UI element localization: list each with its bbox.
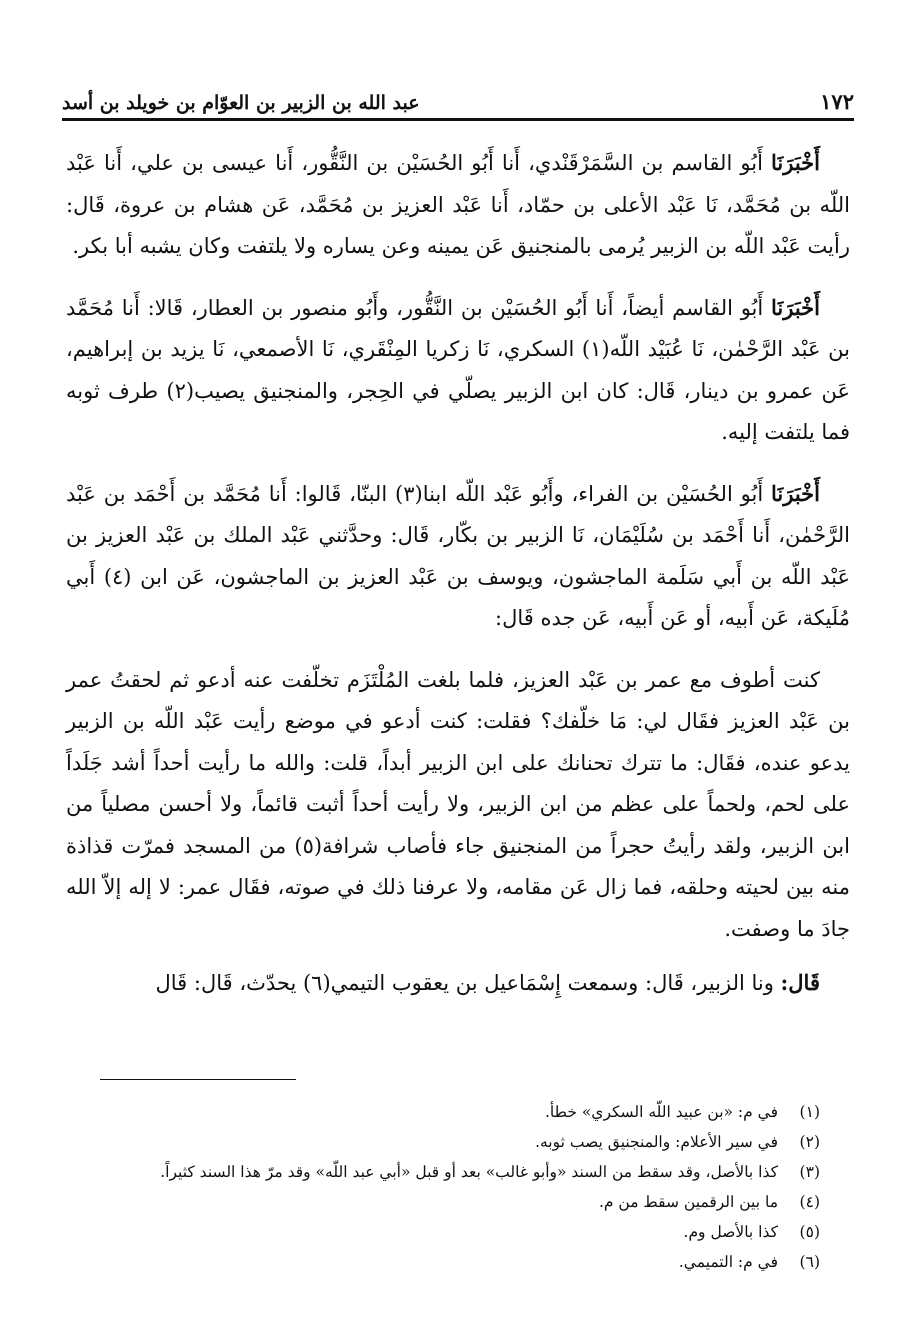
paragraph-lead: أَخْبَرَنَا xyxy=(771,150,820,175)
footnote-text: في م: «بن عبيد اللّه السكري» خطأ. xyxy=(544,1103,778,1121)
footnote-number: (٢) xyxy=(799,1133,820,1151)
paragraph xyxy=(66,473,850,640)
footnote-number: (٣) xyxy=(799,1163,820,1181)
paragraph-lead: أَخْبَرَنَا xyxy=(771,480,820,506)
paragraph-text: أَبُو القاسم بن السَّمَرْقَنْدي، أَنا أَبُو الحُسَيْن بن النَّقُّور، أَنا عيسى بن علي، أَنا عَبْد اللّه بن مُحَمَّد، نَا عَبْد الأعلى بن حمّاد، أَنا عَبْد العزيز بن مُحَمَّد، عَن هشام بن عروة، قَال: رأيت عَبْد اللّه بن الزبير يُرمى بالمنجنيق عَن يمينه وعن يساره ولا يلتفت وكان يشبه أبا بكر. xyxy=(66,151,850,258)
paragraph xyxy=(66,142,850,268)
paragraph-lead: قَال: xyxy=(780,970,820,995)
footnote xyxy=(70,1247,820,1277)
paragraph xyxy=(66,287,850,454)
paragraph-text: أَبُو القاسم أيضاً، أَنا أَبُو الحُسَيْن بن النَّقُّور، وأَبُو منصور بن العطار، قَالا: أَنا مُحَمَّد بن عَبْد الرَّحْمٰن، نَا عُبَيْد اللّه(١) السكري، نَا زكريا المِنْقَري، نَا الأصمعي، نَا يزيد بن إبراهيم، عَن عمرو بن دينار، قَال: كان ابن الزبير يصلّي في الحِجر، والمنجنيق يصيب(٢) طرف ثوبه فما يلتفت إليه. xyxy=(66,295,850,444)
paragraph-lead: أَخْبَرَنَا xyxy=(771,294,820,320)
page-number: ١٧٢ xyxy=(820,89,854,114)
footnote xyxy=(70,1187,820,1217)
footnote-number: (١) xyxy=(799,1103,820,1121)
footnote-separator xyxy=(100,1079,296,1080)
footnote-number: (٦) xyxy=(799,1253,820,1271)
paragraph xyxy=(66,659,850,951)
footnote-text: ما بين الرقمين سقط من م. xyxy=(598,1193,778,1211)
page-header xyxy=(62,80,854,121)
running-title: عبد الله بن الزبير بن العوّام بن خويلد بن أسد xyxy=(62,92,420,114)
footnote xyxy=(70,1157,820,1187)
footnote xyxy=(70,1097,820,1127)
footnote-text: في سير الأعلام: والمنجنيق يصب ثوبه. xyxy=(535,1133,778,1151)
footnote-number: (٤) xyxy=(799,1193,820,1211)
footnote-text: في م: التميمي. xyxy=(678,1253,778,1271)
footnote-text: كذا بالأصل وم. xyxy=(683,1223,778,1241)
footnote-text: كذا بالأصل، وقد سقط من السند «وأبو غالب» بعد أو قبل «أبي عبد اللّه» وقد مرّ هذا السند كثيراً. xyxy=(160,1163,778,1181)
footnotes xyxy=(70,1097,820,1277)
paragraph xyxy=(66,962,850,1005)
paragraph-text: ونا الزبير، قَال: وسمعت إِسْمَاعيل بن يعقوب التيمي(٦) يحدّث، قَال: قَال xyxy=(155,971,781,995)
footnote xyxy=(70,1217,820,1247)
footnote-number: (٥) xyxy=(799,1223,820,1241)
paragraph-text: أَبُو الحُسَيْن بن الفراء، وأَبُو عَبْد اللّه ابنا(٣) البنّا، قَالوا: أَنا مُحَمَّد بن أَحْمَد بن عَبْد الرَّحْمٰن، أَنا أَحْمَد بن سُلَيْمَان، نَا الزبير بن بكّار، قَال: وحدَّثني عَبْد الملك بن عَبْد العزيز بن عَبْد اللّه بن أَبي سَلَمة الماجشون، ويوسف بن عَبْد العزيز بن الماجشون، عَن ابن (٤) أَبي مُلَيكة، عَن أَبيه، أو عَن أَبيه، عَن جده قَال: xyxy=(66,481,850,630)
paragraph-text: كنت أطوف مع عمر بن عَبْد العزيز، فلما بلغت المُلْتَزَم تخلّفت عنه أدعو ثم لحقتُ عمر بن عَبْد العزيز فقَال لي: مَا خلّفك؟ فقلت: كنت أدعو في موضع رأيت عَبْد اللّه بن الزبير يدعو عنده، فقَال: ما تترك تحنانك على ابن الزبير أبداً، قلت: والله ما رأيت أحداً أشد جَلَداً على لحم، ولحماً على عظم من ابن الزبير، ولا رأيت أحداً أثبت قائماً، ولا أحسن مصلياً من ابن الزبير، ولقد رأيتُ حجراً من المنجنيق جاء فأصاب شرافة(٥) من المسجد فمرّت قذاذة منه بين لحيته وحلقه، فما زال عَن مقامه، ولا عرفنا ذلك في صوته، فقَال عمر: لا إله إلاّ الله جادَ ما وصفت. xyxy=(66,667,850,941)
main-text xyxy=(66,142,850,1024)
footnote xyxy=(70,1127,820,1157)
